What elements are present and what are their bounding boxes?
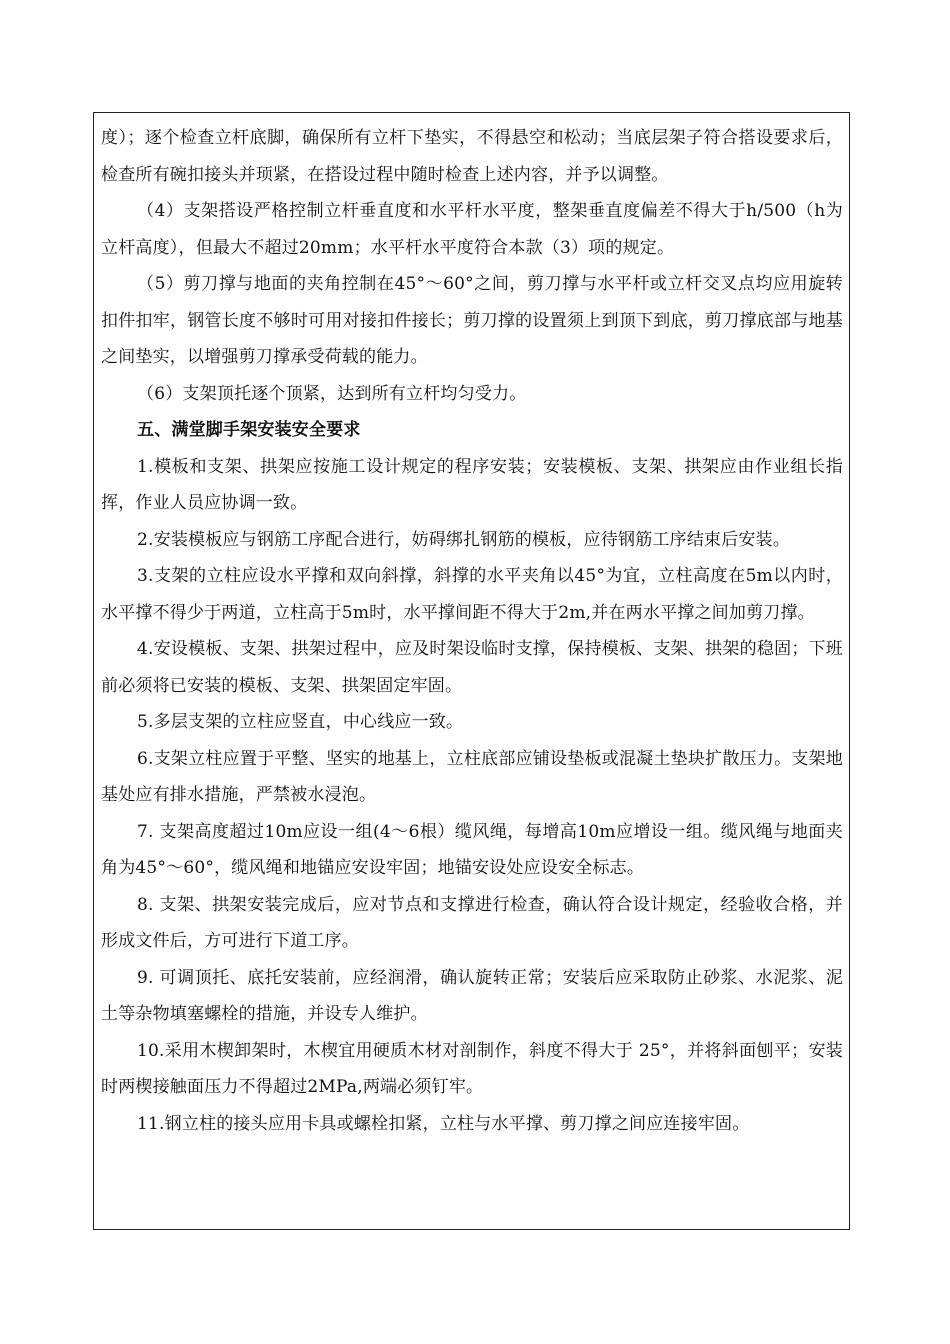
requirement-8: 8. 支架、拱架安装完成后，应对节点和支撑进行检查，确认符合设计规定，经验收合格，并形成文件后，方可进行下道工序。 — [101, 894, 843, 951]
paragraph-item-5: （5）剪刀撑与地面的夹角控制在45°～60°之间，剪刀撑与水平杆或立杆交叉点均应用旋转扣件扣牢，钢管长度不够时可用对接扣件接长；剪刀撑的设置须上到顶下到底，剪刀撑底部与地基之间垫实，以增强剪刀撑承受荷载的能力。 — [101, 274, 843, 367]
paragraph-item-4: （4）支架搭设严格控制立杆垂直度和水平杆水平度，整架垂直度偏差不得大于h/500（h为立杆高度），但最大不超过20mm；水平杆水平度符合本款（3）项的规定。 — [101, 201, 843, 258]
requirement-2: 2.安装模板应与钢筋工序配合进行，妨碍绑扎钢筋的模板，应待钢筋工序结束后安装。 — [137, 529, 791, 550]
requirement-6: 6.支架立柱应置于平整、坚实的地基上，立柱底部应铺设垫板或混凝土垫块扩散压力。支架地基处应有排水措施，严禁被水浸泡。 — [101, 748, 843, 805]
requirement-3: 3.支架的立柱应设水平撑和双向斜撑，斜撑的水平夹角以45°为宜，立柱高度在5m以内时，水平撑不得少于两道，立柱高于5m时，水平撑间距不得大于2m,并在两水平撑之间加剪刀撑。 — [101, 566, 843, 623]
section-heading-5: 五、满堂脚手架安装安全要求 — [137, 420, 361, 440]
paragraph-item-6: （6）支架顶托逐个顶紧，达到所有立杆均匀受力。 — [137, 383, 527, 404]
paragraph-continuation: 度）；逐个检查立杆底脚，确保所有立杆下垫实，不得悬空和松动；当底层架子符合搭设要求后，检查所有碗扣接头并顼紧，在搭设过程中随时检查上述内容，并予以调整。 — [101, 128, 843, 185]
document-body — [101, 120, 843, 1142]
requirement-1: 1.模板和支架、拱架应按施工设计规定的程序安装；安装模板、支架、拱架应由作业组长指挥，作业人员应协调一致。 — [101, 456, 843, 513]
requirement-9: 9. 可调顶托、底托安装前，应经润滑，确认旋转正常；安装后应采取防止砂浆、水泥浆、泥土等杂物填塞螺栓的措施，并设专人维护。 — [101, 967, 843, 1024]
requirement-11: 11.钢立柱的接头应用卡具或螺栓扣紧，立柱与水平撑、剪刀撑之间应连接牢固。 — [137, 1113, 750, 1134]
requirement-4: 4.安设模板、支架、拱架过程中，应及时架设临时支撑，保持模板、支架、拱架的稳固；下班前必须将已安装的模板、支架、拱架固定牢固。 — [101, 639, 843, 696]
requirement-10: 10.采用木楔卸架时，木楔宜用硬质木材对剖制作，斜度不得大于 25°，并将斜面刨平；安装时两楔接触面压力不得超过2MPa,两端必须钉牢。 — [101, 1040, 843, 1097]
requirement-5: 5.多层支架的立柱应竖直，中心线应一致。 — [137, 712, 464, 732]
requirement-7: 7. 支架高度超过10m应设一组(4～6根）缆风绳，每增高10m应增设一组。缆风绳与地面夹角为45°～60°，缆风绳和地锚应安设牢固；地锚安设处应设安全标志。 — [101, 821, 843, 878]
